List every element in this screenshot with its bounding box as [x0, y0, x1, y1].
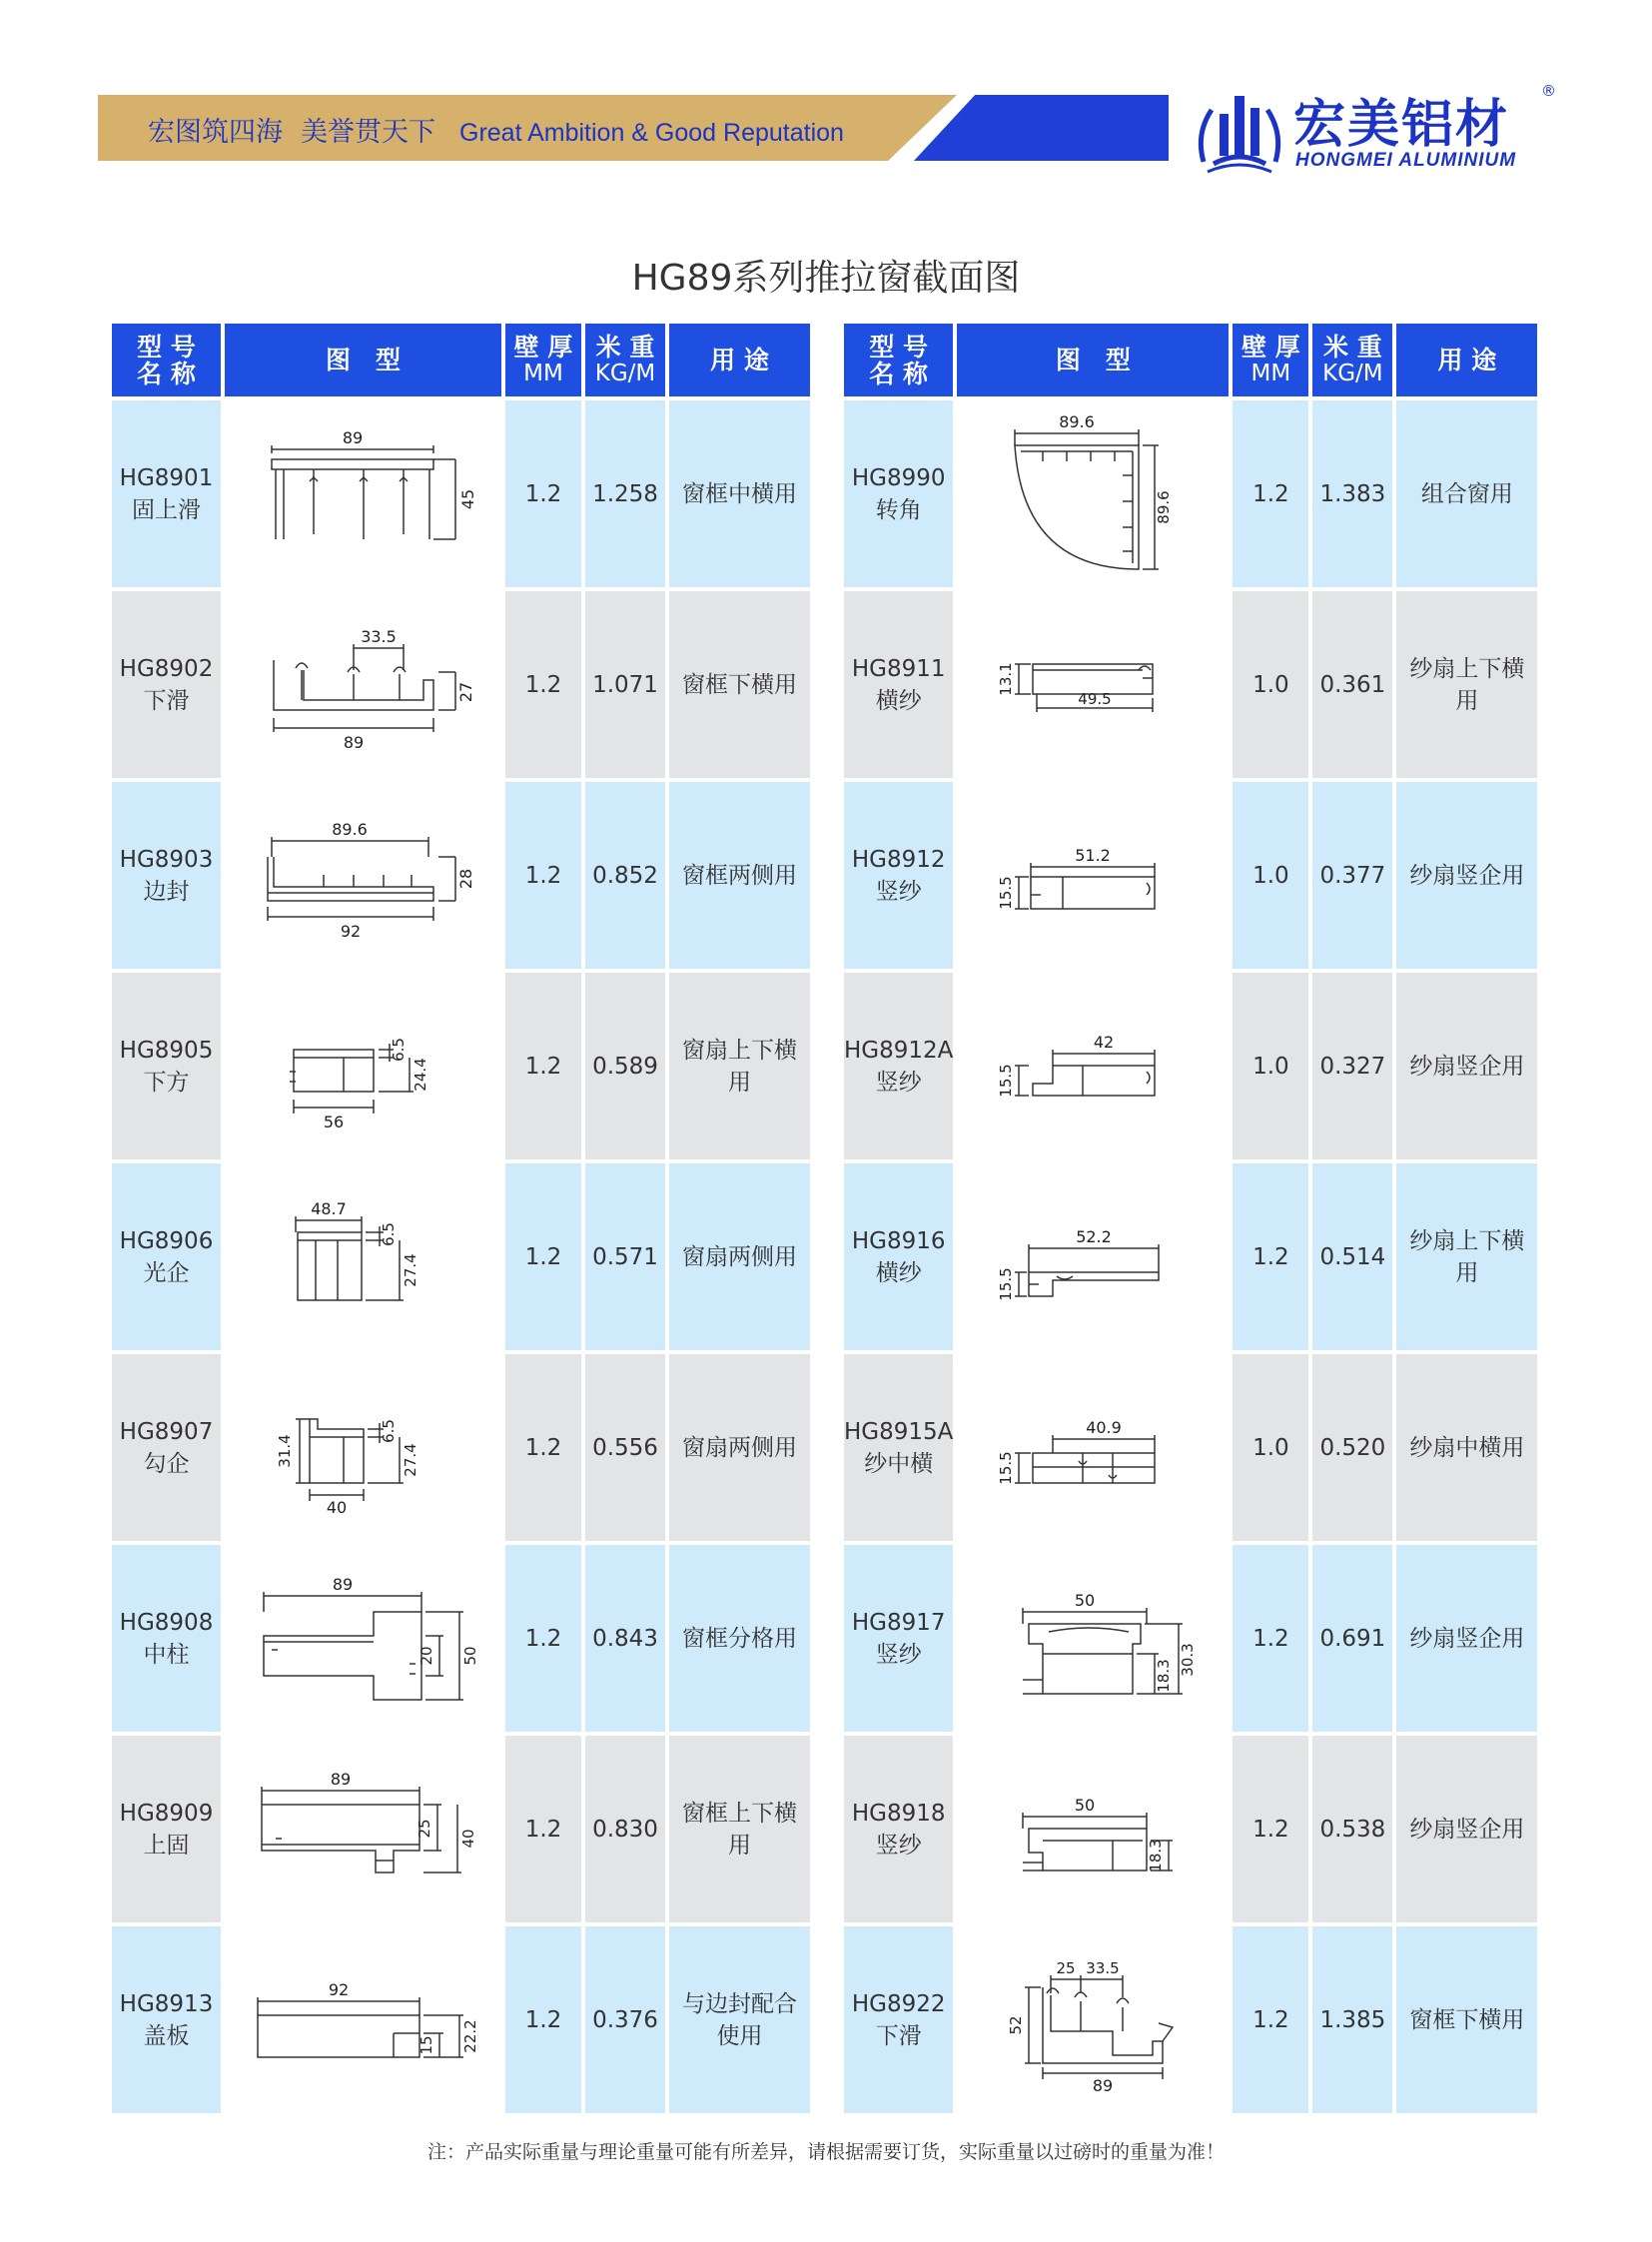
table-row: [112, 1736, 810, 1922]
dim-width: 52.2: [1076, 1226, 1113, 1246]
model-cell: [112, 1354, 221, 1541]
model-cell: [844, 973, 953, 1159]
weight-per-meter: 0.843: [585, 1545, 665, 1732]
model-cell: [844, 1545, 953, 1732]
table-row: [112, 1545, 810, 1732]
model-code: HG8912: [851, 846, 946, 873]
usage-cell: 纱扇竖企用: [1396, 1545, 1537, 1732]
col-wall-line2: MM: [523, 360, 563, 386]
profile-section-drawing: [963, 1172, 1223, 1342]
dim-width: 89: [342, 427, 363, 447]
dim-inner-height: 15: [416, 2034, 435, 2055]
model-cell: [844, 400, 953, 587]
wall-thickness: 1.2: [505, 973, 581, 1159]
weight-per-meter: 0.514: [1312, 1163, 1392, 1350]
dim-height: 15.5: [997, 1266, 1016, 1301]
profile-section-drawing: [234, 409, 493, 579]
profile-section-drawing: [234, 1745, 493, 1914]
wall-thickness: 1.2: [1233, 1163, 1308, 1350]
profile-figure-cell: [225, 973, 501, 1159]
dim-width: 50: [1075, 1795, 1096, 1815]
model-name: 横纱: [875, 1259, 922, 1286]
model-code: HG8990: [851, 464, 946, 491]
table-row: [112, 973, 810, 1159]
profile-figure-cell: [957, 1545, 1229, 1732]
model-cell: [112, 782, 221, 969]
table-row: [844, 782, 1537, 969]
wall-thickness: 1.0: [1233, 591, 1308, 778]
dim-width: 51.2: [1075, 845, 1112, 865]
model-name: 竖纱: [875, 878, 922, 905]
model-code: HG8913: [119, 1990, 214, 2017]
col-model-line2: 名 称: [137, 359, 196, 388]
col-model: [844, 324, 953, 396]
table-header-row: [844, 324, 1537, 396]
model-name: 转角: [875, 496, 922, 523]
logo-text-en: HONGMEI ALUMINIUM: [1295, 150, 1517, 171]
dim-width: 50: [1075, 1590, 1096, 1610]
weight-per-meter: 0.852: [585, 782, 665, 969]
profile-section-drawing: [234, 1363, 493, 1533]
dim-width: 40: [326, 1497, 347, 1517]
profile-section-drawing: [234, 600, 493, 770]
weight-per-meter: 1.258: [585, 400, 665, 587]
weight-per-meter: 0.830: [585, 1736, 665, 1922]
wall-thickness: 1.2: [1233, 1545, 1308, 1732]
model-name: 下滑: [143, 687, 190, 714]
dim-height: 50: [460, 1645, 479, 1666]
col-wall: [505, 324, 581, 396]
profile-section-drawing: [963, 1745, 1223, 1914]
model-code: HG8916: [851, 1227, 946, 1254]
model-name: 竖纱: [875, 1641, 922, 1668]
usage-cell: 与边封配合使用: [669, 1926, 810, 2113]
usage-cell: 窗框下横用: [1396, 1926, 1537, 2113]
table-row: [112, 782, 810, 969]
weight-per-meter: 1.385: [1312, 1926, 1392, 2113]
model-name: 纱中横: [864, 1450, 934, 1477]
table-header-row: [112, 324, 810, 396]
dim-width: 89: [330, 1769, 351, 1789]
dim-height: 27: [455, 681, 475, 702]
weight-per-meter: 0.377: [1312, 782, 1392, 969]
model-code: HG8911: [851, 655, 946, 682]
profile-figure-cell: [957, 1736, 1229, 1922]
model-cell: [844, 1163, 953, 1350]
table-row: [844, 1926, 1537, 2113]
table-row: [844, 400, 1537, 587]
model-code: HG8918: [851, 1800, 946, 1827]
model-code: HG8903: [119, 846, 214, 873]
table-row: [844, 1163, 1537, 1350]
profile-figure-cell: [225, 591, 501, 778]
profile-figure-cell: [957, 782, 1229, 969]
usage-cell: 窗扇上下横用: [669, 973, 810, 1159]
model-code: HG8905: [119, 1037, 214, 1064]
wall-thickness: 1.0: [1233, 782, 1308, 969]
slogan-en: Great Ambition & Good Reputation: [459, 119, 844, 147]
slogan: [148, 110, 844, 149]
col-wall: [1233, 324, 1308, 396]
header-banner-blue: [914, 95, 1169, 161]
usage-cell: 纱扇竖企用: [1396, 973, 1537, 1159]
model-cell: [112, 1163, 221, 1350]
profile-figure-cell: [225, 400, 501, 587]
weight-per-meter: 0.538: [1312, 1736, 1392, 1922]
hongmei-emblem-icon: [1194, 84, 1285, 176]
profile-figure-cell: [225, 1736, 501, 1922]
usage-cell: 窗框上下横用: [669, 1736, 810, 1922]
registered-mark: ®: [1541, 82, 1556, 100]
profile-figure-cell: [957, 1163, 1229, 1350]
model-name: 下方: [143, 1069, 190, 1096]
col-model-line1: 型 号: [137, 332, 196, 362]
dim-height: 15.5: [997, 1450, 1016, 1485]
table-row: [112, 591, 810, 778]
model-name: 下滑: [875, 2022, 922, 2049]
col-weight-line1: 米 重: [595, 332, 655, 362]
right-profile-table: [840, 320, 1541, 2117]
usage-cell: 窗扇两侧用: [669, 1163, 810, 1350]
table-row: [844, 1354, 1537, 1541]
wall-thickness: 1.2: [505, 782, 581, 969]
model-code: HG8902: [119, 655, 214, 682]
dim-width: 42: [1094, 1032, 1115, 1052]
model-name: 中柱: [143, 1641, 190, 1668]
weight-per-meter: 0.520: [1312, 1354, 1392, 1541]
col-model: [112, 324, 221, 396]
dim-height: 24.4: [411, 1057, 429, 1092]
col-weight-line2: KG/M: [1322, 360, 1383, 386]
dim-height: 22.2: [460, 2018, 479, 2053]
profile-section-drawing: [234, 1172, 493, 1342]
col-weight: [585, 324, 665, 396]
slogan-cn-1: 宏图筑四海: [148, 117, 283, 148]
wall-thickness: 1.0: [1233, 973, 1308, 1159]
profile-figure-cell: [225, 1163, 501, 1350]
dim-height: 18.3: [1147, 1838, 1166, 1872]
model-name: 固上滑: [132, 496, 201, 523]
col-model-line2: 名 称: [869, 359, 929, 388]
usage-cell: 纱扇竖企用: [1396, 1736, 1537, 1922]
table-row: [844, 591, 1537, 778]
model-code: HG8907: [119, 1418, 214, 1445]
dim-height: 27.4: [401, 1252, 419, 1287]
model-name: 横纱: [875, 687, 922, 714]
wall-thickness: 1.2: [505, 1545, 581, 1732]
model-cell: [844, 1736, 953, 1922]
profile-figure-cell: [957, 400, 1229, 587]
model-name: 盖板: [143, 2022, 190, 2049]
dim-width: 56: [323, 1112, 344, 1131]
dim-width: 92: [328, 1979, 349, 1999]
dim-height: 40: [458, 1828, 477, 1849]
dim-width: 48.7: [310, 1198, 347, 1218]
model-code: HG8908: [119, 1609, 214, 1636]
model-cell: [844, 591, 953, 778]
dim-width: 40.9: [1086, 1417, 1123, 1437]
weight-per-meter: 0.589: [585, 973, 665, 1159]
profile-section-drawing: [963, 1554, 1223, 1724]
slogan-cn-2: 美誉贯天下: [301, 117, 435, 148]
wall-thickness: 1.2: [505, 1926, 581, 2113]
left-profile-table: [108, 320, 814, 2117]
col-figure: 图 型: [225, 324, 501, 396]
dim-height: 52: [1007, 2014, 1026, 2035]
usage-cell: 组合窗用: [1396, 400, 1537, 587]
model-code: HG8922: [851, 1990, 946, 2017]
profile-section-drawing: [234, 1935, 493, 2105]
model-name: 光企: [143, 1259, 190, 1286]
dim-width: 89: [332, 1574, 353, 1594]
profile-figure-cell: [225, 1354, 501, 1541]
dim-height: 13.1: [997, 661, 1016, 696]
dim-inner: 89.6: [331, 819, 368, 839]
weight-per-meter: 0.361: [1312, 591, 1392, 778]
dim-height: 89.6: [1155, 489, 1174, 524]
col-usage: 用 途: [1396, 324, 1537, 396]
weight-per-meter: 1.383: [1312, 400, 1392, 587]
dim-track-1: 25: [1056, 1958, 1076, 1977]
page-title: HG89系列推拉窗截面图: [631, 258, 1021, 299]
profile-figure-cell: [225, 1545, 501, 1732]
profile-section-drawing: [963, 791, 1223, 961]
model-cell: [844, 1926, 953, 2113]
weight-per-meter: 0.376: [585, 1926, 665, 2113]
model-cell: [844, 782, 953, 969]
model-cell: [112, 1545, 221, 1732]
profile-section-drawing: [234, 982, 493, 1151]
wall-thickness: 1.2: [1233, 400, 1308, 587]
col-model-line1: 型 号: [869, 332, 929, 362]
model-code: HG8912A: [844, 1037, 954, 1064]
col-weight: [1312, 324, 1392, 396]
profile-figure-cell: [957, 1354, 1229, 1541]
profile-figure-cell: [225, 782, 501, 969]
dim-inner-height: 20: [416, 1645, 435, 1666]
dim-lip: 6.5: [389, 1037, 408, 1062]
dim-height: 28: [455, 868, 475, 889]
usage-cell: 窗框两侧用: [669, 782, 810, 969]
model-name: 上固: [143, 1832, 190, 1859]
model-name: 勾企: [143, 1450, 190, 1477]
col-weight-line1: 米 重: [1323, 332, 1382, 362]
profile-section-drawing: [963, 982, 1223, 1151]
table-row: [844, 973, 1537, 1159]
company-logo: [1194, 80, 1563, 180]
table-row: [112, 1354, 810, 1541]
model-code: HG8915A: [844, 1418, 954, 1445]
dim-lip: 6.5: [379, 1221, 398, 1246]
dim-track: 33.5: [360, 626, 397, 646]
model-cell: [844, 1354, 953, 1541]
table-row: [844, 1545, 1537, 1732]
model-name: 边封: [143, 878, 190, 905]
dim-width: 92: [340, 921, 361, 941]
profile-figure-cell: [957, 591, 1229, 778]
usage-cell: 纱扇上下横用: [1396, 591, 1537, 778]
dim-width: 89: [343, 732, 364, 752]
dim-track-2: 33.5: [1086, 1958, 1121, 1977]
profile-figure-cell: [957, 1926, 1229, 2113]
weight-per-meter: 0.327: [1312, 973, 1392, 1159]
profile-figure-cell: [225, 1926, 501, 2113]
profile-section-drawing: [963, 409, 1223, 579]
usage-cell: 纱扇上下横用: [1396, 1163, 1537, 1350]
col-figure: 图 型: [957, 324, 1229, 396]
dim-height: 45: [457, 488, 477, 509]
col-wall-line2: MM: [1250, 360, 1291, 386]
model-cell: [112, 400, 221, 587]
wall-thickness: 1.2: [1233, 1926, 1308, 2113]
model-cell: [112, 1926, 221, 2113]
profile-section-drawing: [234, 1554, 493, 1724]
table-row: [112, 1163, 810, 1350]
profile-section-drawing: [963, 600, 1223, 770]
usage-cell: 窗框下横用: [669, 591, 810, 778]
weight-per-meter: 0.556: [585, 1354, 665, 1541]
col-wall-line1: 壁 厚: [513, 332, 573, 362]
model-cell: [112, 1736, 221, 1922]
model-cell: [112, 973, 221, 1159]
dim-inner-height: 25: [414, 1818, 433, 1839]
dim-height: 15.5: [997, 1063, 1016, 1098]
model-code: HG8906: [119, 1227, 214, 1254]
dim-overall-height: 31.4: [275, 1433, 294, 1468]
weight-per-meter: 0.691: [1312, 1545, 1392, 1732]
model-code: HG8909: [119, 1800, 214, 1827]
usage-cell: 纱扇中横用: [1396, 1354, 1537, 1541]
profile-section-drawing: [963, 1363, 1223, 1533]
wall-thickness: 1.2: [505, 1736, 581, 1922]
dim-lip: 6.5: [379, 1418, 398, 1443]
weight-per-meter: 0.571: [585, 1163, 665, 1350]
model-code: HG8917: [851, 1609, 946, 1636]
model-cell: [112, 591, 221, 778]
table-row: [112, 400, 810, 587]
weight-per-meter: 1.071: [585, 591, 665, 778]
wall-thickness: 1.2: [505, 1163, 581, 1350]
usage-cell: 窗框分格用: [669, 1545, 810, 1732]
wall-thickness: 1.0: [1233, 1354, 1308, 1541]
footnote: 注：产品实际重量与理论重量可能有所差异，请根据需要订货，实际重量以过磅时的重量为准！: [426, 2141, 1225, 2163]
dim-inner-height: 18.3: [1155, 1658, 1174, 1693]
model-code: HG8901: [119, 464, 214, 491]
dim-height: 27.4: [401, 1442, 419, 1477]
dim-height: 15.5: [997, 875, 1016, 910]
model-name: 竖纱: [875, 1832, 922, 1859]
col-usage: 用 途: [669, 324, 810, 396]
usage-cell: 窗扇两侧用: [669, 1354, 810, 1541]
usage-cell: 窗框中横用: [669, 400, 810, 587]
model-name: 竖纱: [875, 1069, 922, 1096]
col-wall-line1: 壁 厚: [1241, 332, 1300, 362]
profile-section-drawing: [963, 1935, 1223, 2105]
col-weight-line2: KG/M: [594, 360, 656, 386]
profile-figure-cell: [957, 973, 1229, 1159]
logo-text-cn: 宏美铝材: [1293, 95, 1510, 155]
wall-thickness: 1.2: [505, 1354, 581, 1541]
dim-width: 89.6: [1059, 411, 1096, 431]
table-row: [844, 1736, 1537, 1922]
table-row: [112, 1926, 810, 2113]
dim-height: 30.3: [1179, 1642, 1198, 1677]
dim-width: 89: [1093, 2075, 1114, 2095]
dim-width: 49.5: [1078, 689, 1113, 708]
wall-thickness: 1.2: [505, 400, 581, 587]
wall-thickness: 1.2: [1233, 1736, 1308, 1922]
wall-thickness: 1.2: [505, 591, 581, 778]
usage-cell: 纱扇竖企用: [1396, 782, 1537, 969]
profile-section-drawing: [234, 791, 493, 961]
